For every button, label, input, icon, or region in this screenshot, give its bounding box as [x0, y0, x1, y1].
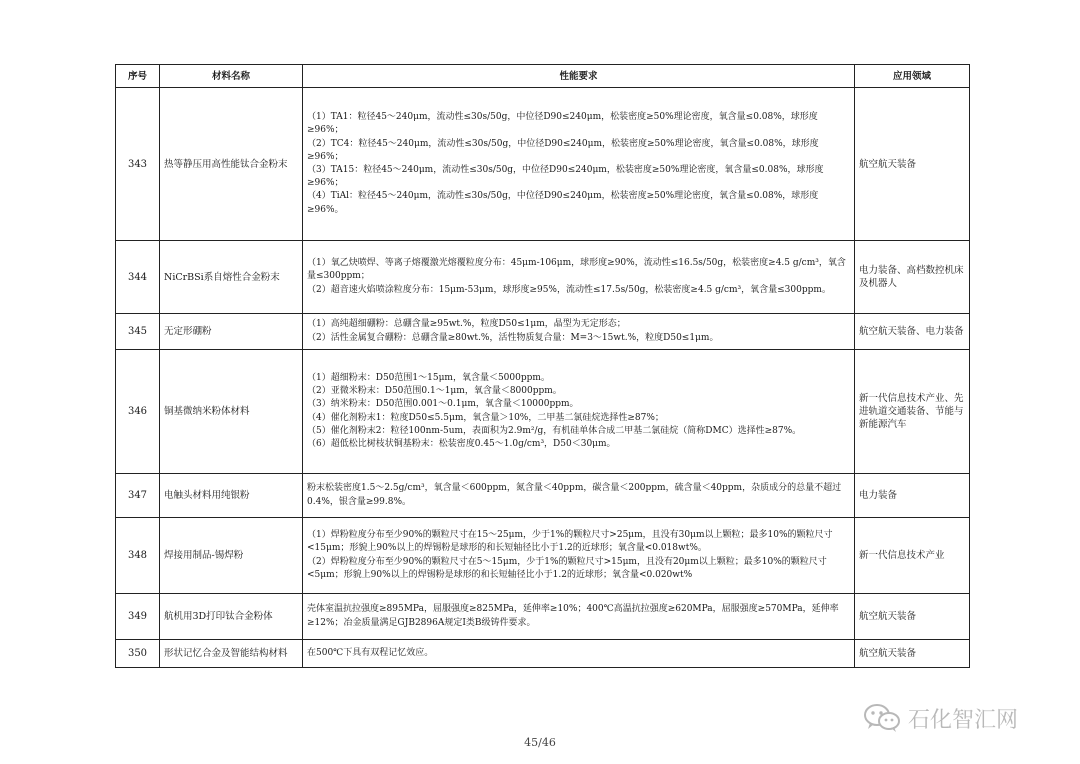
row-no: 349 — [116, 594, 160, 640]
row-app: 电力装备 — [855, 474, 970, 518]
row-name: 焊接用制品-锡焊粉 — [160, 518, 303, 594]
row-perf — [303, 518, 855, 594]
header-app: 应用领域 — [855, 65, 970, 88]
table-row — [116, 241, 970, 314]
table-row — [116, 314, 970, 350]
row-perf — [303, 241, 855, 314]
materials-table — [115, 64, 970, 668]
table-row — [116, 640, 970, 668]
header-name: 材料名称 — [160, 65, 303, 88]
table-row — [116, 518, 970, 594]
row-perf — [303, 314, 855, 350]
row-perf — [303, 640, 855, 668]
row-no: 343 — [116, 88, 160, 241]
perf-line: （1）氧乙炔喷焊、等离子熔覆激光熔覆粒度分布：45μm-106μm，球形度≥90%，流动性≤16.5s/50g，松装密度≥4.5 g/cm³，氧含量≤300ppm； — [307, 258, 846, 282]
row-name: 无定形硼粉 — [160, 314, 303, 350]
perf-line: （3）TA15：粒径45～240μm，流动性≤30s/50g，中位径D90≤240μm，松装密度≥50%理论密度，氧含量≤0.08%，球形度≥96%； — [307, 165, 824, 189]
row-app: 航空航天装备 — [855, 88, 970, 241]
row-perf — [303, 88, 855, 241]
row-name: 热等静压用高性能钛合金粉末 — [160, 88, 303, 241]
row-app: 新一代信息技术产业 — [855, 518, 970, 594]
table-row — [116, 88, 970, 241]
row-app: 航空航天装备 — [855, 594, 970, 640]
row-name: 航机用3D打印钛合金粉体 — [160, 594, 303, 640]
perf-line: （1）焊粉粒度分布至少90%的颗粒尺寸在15～25μm，少于1%的颗粒尺寸>25μm，且没有30μm以上颗粒；最多10%的颗粒尺寸<15μm；形貌上90%以上的焊锡粉是球形的和长短轴径比小于1.2的近球形；氧含量<0.018wt%。 — [307, 530, 833, 554]
perf-line: （6）超低松比树枝状铜基粉末：松装密度0.45～1.0g/cm³，D50＜30μm。 — [307, 438, 616, 449]
watermark — [862, 700, 1018, 736]
table-row — [116, 350, 970, 474]
row-name: 铜基微纳米粉体材料 — [160, 350, 303, 474]
perf-line: （2）TC4：粒径45～240μm，流动性≤30s/50g，中位径D90≤240μm，松装密度≥50%理论密度，氧含量≤0.08%，球形度≥96%； — [307, 138, 819, 162]
row-app: 航空航天装备 — [855, 640, 970, 668]
table-row — [116, 594, 970, 640]
perf-line: （2）超音速火焰喷涂粒度分布：15μm-53μm，球形度≥95%，流动性≤17.5s/50g，松装密度≥4.5 g/cm³，氧含量≤300ppm。 — [307, 284, 831, 295]
row-app: 电力装备、高档数控机床及机器人 — [855, 241, 970, 314]
watermark-text: 石化智汇网 — [908, 707, 1019, 733]
perf-line: （2）活性金属复合硼粉：总硼含量≥80wt.%，活性物质复合量：M=3～15wt.%，粒度D50≤1μm。 — [307, 332, 719, 343]
perf-line: （4）TiAl：粒径45～240μm，流动性≤30s/50g，中位径D90≤240μm，松装密度≥50%理论密度，氧含量≤0.08%，球形度≥96%。 — [307, 191, 819, 215]
row-no: 344 — [116, 241, 160, 314]
row-no: 347 — [116, 474, 160, 518]
perf-line: 在500℃下具有双程记忆效应。 — [307, 647, 434, 658]
row-no: 348 — [116, 518, 160, 594]
table-row — [116, 474, 970, 518]
header-perf: 性能要求 — [303, 65, 855, 88]
row-app: 航空航天装备、电力装备 — [855, 314, 970, 350]
row-name: 形状记忆合金及智能结构材料 — [160, 640, 303, 668]
perf-line: （2）焊粉粒度分布至少90%的颗粒尺寸在5～15μm，少于1%的颗粒尺寸>15μm，且没有20μm以上颗粒；最多10%的颗粒尺寸<5μm；形貌上90%以上的焊锡粉是球形的和长短轴径比小于1.2的近球形；氧含量<0.020wt% — [307, 556, 827, 580]
row-perf — [303, 474, 855, 518]
table-header-row — [116, 65, 970, 88]
perf-line: （4）催化剂粉末1：粒度D50≤5.5μm，氧含量＞10%，二甲基二氯硅烷选择性≥87%； — [307, 412, 664, 423]
page-number: 45/46 — [524, 736, 556, 749]
perf-line: （1）TA1：粒径45～240μm，流动性≤30s/50g，中位径D90≤240μm，松装密度≥50%理论密度，氧含量≤0.08%，球形度≥96%； — [307, 112, 818, 136]
wechat-icon — [862, 702, 902, 734]
perf-line: （5）催化剂粉末2：粒径100nm-5um，表面积为2.9m²/g，有机硅单体合成二甲基二氯硅烷（简称DMC）选择性≥87%。 — [307, 425, 802, 436]
row-no: 350 — [116, 640, 160, 668]
row-name: NiCrBSi系自熔性合金粉末 — [160, 241, 303, 314]
perf-line: 壳体室温抗拉强度≥895MPa，屈服强度≥825MPa，延伸率≥10%；400℃高温抗拉强度≥620MPa，屈服强度≥570MPa，延伸率≥12%；冶金质量满足GJB2896A规定Ⅰ类B级铸件要求。 — [307, 604, 839, 628]
perf-line: （2）亚微米粉末：D50范围0.1～1μm，氧含量＜8000ppm。 — [307, 386, 562, 397]
row-perf — [303, 350, 855, 474]
row-no: 346 — [116, 350, 160, 474]
row-name: 电触头材料用纯银粉 — [160, 474, 303, 518]
row-app: 新一代信息技术产业、先进轨道交通装备、节能与新能源汽车 — [855, 350, 970, 474]
row-no: 345 — [116, 314, 160, 350]
perf-line: （1）高纯超细硼粉：总硼含量≥95wt.%，粒度D50≤1μm，晶型为无定形态； — [307, 319, 626, 330]
perf-line: （3）纳米粉末：D50范围0.001～0.1μm，氧含量＜10000ppm。 — [307, 399, 579, 410]
row-perf — [303, 594, 855, 640]
header-no: 序号 — [116, 65, 160, 88]
perf-line: 粉末松装密度1.5～2.5g/cm³，氧含量＜600ppm，氮含量＜40ppm，碳含量＜200ppm，硫含量＜40ppm，杂质成分的总量不超过0.4%，银含量≥99.8%。 — [307, 483, 842, 507]
perf-line: （1）超细粉末：D50范围1～15μm，氧含量＜5000ppm。 — [307, 372, 550, 383]
